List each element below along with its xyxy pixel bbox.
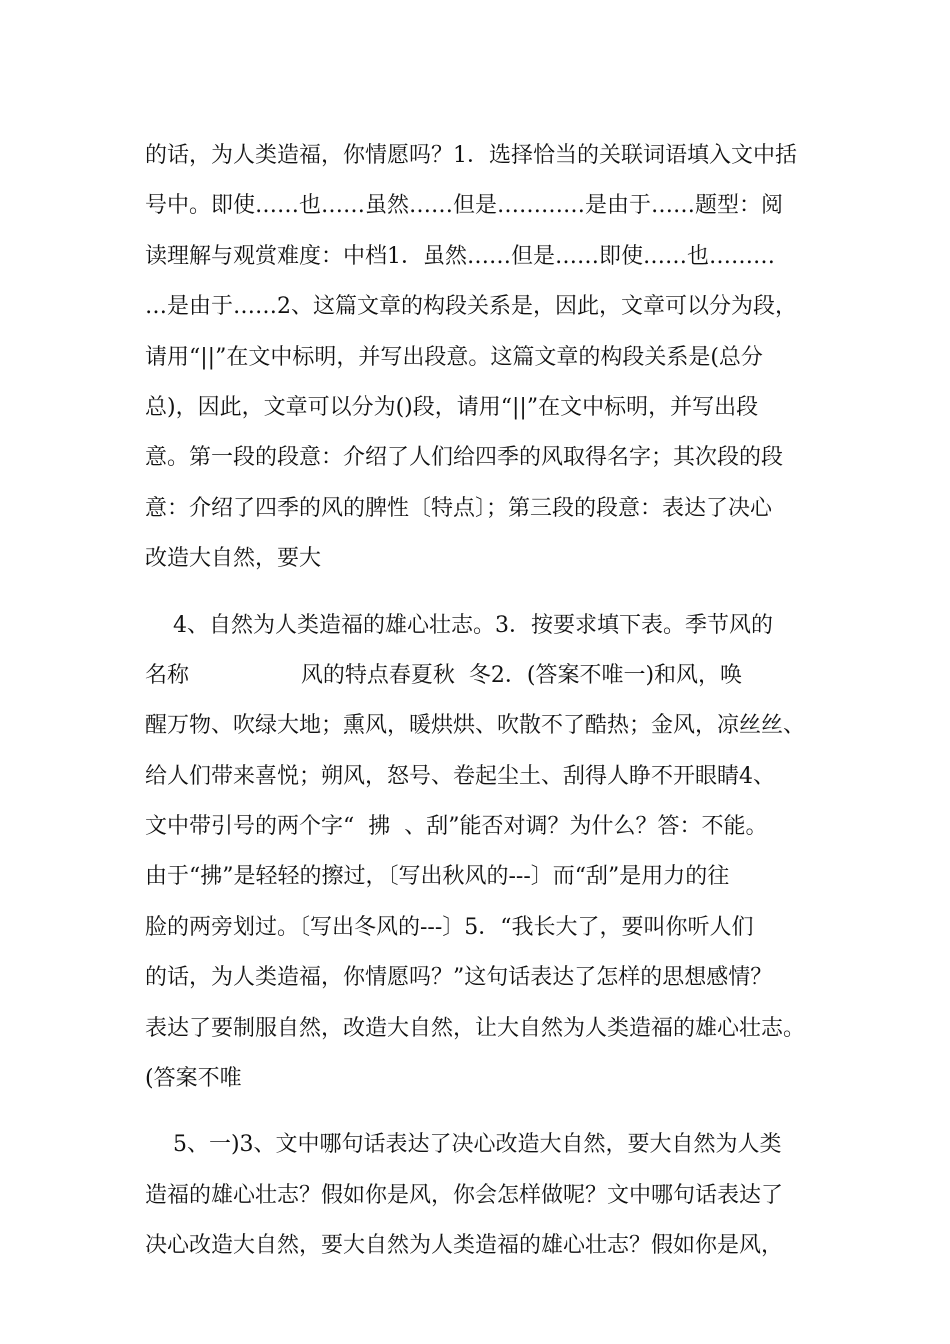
paragraph-2 [145,601,825,1105]
paragraph-gap [145,585,825,601]
text-line: 意：介绍了四季的风的脾性〔特点〕；第三段的段意：表达了决心 [145,495,773,521]
text-line: 造福的雄心壮志？假如你是风，你会怎样做呢？文中哪句话表达了 [145,1182,784,1208]
text-line: 总)，因此，文章可以分为()段，请用“||”在文中标明，并写出段 [145,394,759,420]
document-body [145,131,825,1272]
paragraph-3 [145,1120,825,1271]
text-line: 号中。即使……也……虽然……但是…………是由于……题型：阅 [145,193,784,219]
text-line: 名称 风的特点春夏秋 冬2．(答案不唯一)和风，唤 [145,662,743,688]
text-line: 由于“拂”是轻轻的擦过，〔写出秋风的---〕而“刮”是用力的往 [145,864,730,890]
text-line: 决心改造大自然，要大自然为人类造福的雄心壮志？假如你是风， [145,1233,784,1259]
text-line: 意。第一段的段意：介绍了人们给四季的风取得名字；其次段的段 [145,445,784,471]
text-line: 的话，为人类造福，你情愿吗？1．选择恰当的关联词语填入文中括 [145,143,797,168]
paragraph-1 [145,131,825,585]
text-line: 的话，为人类造福，你情愿吗？”这句话表达了怎样的思想感情？ [145,965,773,991]
text-line: 请用“||”在文中标明，并写出段意。这篇文章的构段关系是(总分 [145,344,763,370]
text-line: 读理解与观赏难度：中档1．虽然……但是……即使……也……… [145,243,775,269]
text-line: 醒万物、吹绿大地；熏风，暖烘烘、吹散不了酷热；金风，凉丝丝、 [145,713,806,739]
text-line: (答案不唯 [145,1066,242,1092]
text-line: 脸的两旁划过。〔写出冬风的---〕5．“我长大了，要叫你听人们 [145,914,754,940]
text-line: 4、自然为人类造福的雄心壮志。3．按要求填下表。季节风的 [145,612,773,638]
text-line: 改造大自然，要大 [145,546,322,572]
text-line: 5、一)3、文中哪句话表达了决心改造大自然，要大自然为人类 [145,1132,782,1158]
text-line: 表达了要制服自然，改造大自然，让大自然为人类造福的雄心壮志。 [145,1015,806,1041]
text-line: …是由于……2、这篇文章的构段关系是，因此，文章可以分为段， [145,294,797,320]
paragraph-gap [145,1104,825,1120]
text-line: 给人们带来喜悦；朔风，怒号、卷起尘土、刮得人睁不开眼睛4、 [145,763,775,789]
text-line: 文中带引号的两个字“ 拂 、刮”能否对调？为什么？答：不能。 [145,814,768,840]
